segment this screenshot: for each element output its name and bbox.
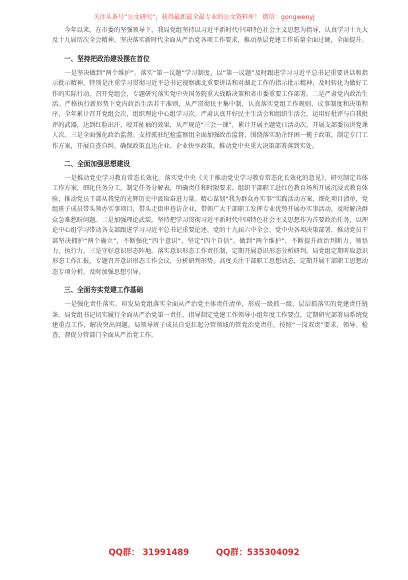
section-heading-1: 一、坚持把政治建设摆在首位	[64, 54, 150, 63]
section-3-paragraph: 一是强化责任落实。印发局党组落实全面从严治党主体责任清单，形成一级抓一级、层层抓落实的党建责任链条。局党组书记切实履行全面从严治党第一责任，指导制定党建工作领导小组年度工作要点，定期研究部署局系统党建重点工作，解决突出问题。局领导班子成员自觉扛起分管领域的管党治党责任，按照“一岗双责”要求，领导、检查、督促分管部门全面从严治党工作。	[52, 301, 368, 340]
promo-banner: 关注头条号“公文研究”，获得最新最全最专业的公文资料库！ 微信：gongwenyj	[93, 14, 315, 21]
section-2-paragraph: 一是推动党史学习教育常态长效化。落实党中央《关于推动党史学习教育常态化长效化的意见》，研究制定具体工作方案，细化任务分工，制定任务分解表，明确责任和时限要求。组织干部职工赴红色教育场所开展沉浸式教育体验，推动党员干部从我党的光辉历史中汲取奋进力量。精心谋划“我为群众办实事”实践活动方案，细化项目清单，党组班子成员带头领办实事项目，带头走街串巷访企业，带领广大干部职工发挥专业优势开展办实事活动，及时解决群众急难愁盼问题。二是加强理论武装。坚持把学习贯彻习近平新时代中国特色社会主义思想作为首要政治任务，以理论中心组学习带动各支部跟进学习习近平总书记重要论述、党的十九届六中全会、党中央各项决策部署，推动党员干部坚决拥护“两个确立”，不断强化“四个意识”，坚定“四个自信”，做到“两个维护”，不断提升政治判断力、领悟力、执行力。三是守好意识形态阵地。落实意识形态工作责任制，定期开展意识形态分析研判。局党组定期听取意识形态工作汇报，专题召开意识形态工作会议，分析研判形势。高度关注干部职工思想动态，定期开展干部职工思想动态专项分析，及时加强思想引导。	[52, 175, 368, 276]
intro-paragraph: 今年以来，在市委的坚强领导下，我局党组坚持以习近平新时代中国特色社会主义思想为指导，认真学习十九大及十九届历次全会精神，坚决落实新时代全面从严治党各项工作要求，推动基层党建工作质量全面过硬，全面提升。	[52, 27, 368, 45]
qq-group-2: QQ群：535304092	[216, 547, 300, 557]
qq-group-1: QQ群： 31991489	[108, 547, 190, 557]
section-heading-3: 三、全面夯实党建工作基础	[64, 286, 144, 295]
document-body	[52, 26, 368, 348]
footer-contact	[0, 546, 408, 558]
section-1-paragraph: 一是坚决做到“两个维护”。落实“第一议题”学习制度，以“第一议题”及时跟进学习习近平总书记重要讲话和指示批示精神，特别是注重学习贯彻习近平总书记视察湖北重要讲话和对湖北工作的指示批示精神，及时转化为做好工作的实际行动。召开党组会，专题研究落实党中央国务院重大战略决策和省市委重要工作部署。二是严肃党内政治生活。严格执行新形势下党内政治生活若干准则，从严贯彻民主集中制，认真落实党组工作规则、议事制度和决策程序，全年累计召开党组会次，组织理论中心组学习次。严肃认真开好民主生活会和组织生活会，运用好批评与自我批评的武器，达到红脸出汗、咬耳扯袖的效果，从严规范“三会一课”，累计开展主题党日活动次，开展支部委员讲党课人次。三是全面强化政治监督。支持派驻纪检监察组全面加强政治监督，围绕落实助企纾困一揽子政策，制定专门工作方案，开展自查自纠，确保政策直达企业、企业快享政策，推动党中央重大决策部署落到实处。	[52, 69, 368, 150]
section-heading-2: 二、全面加强思想建设	[64, 160, 130, 169]
